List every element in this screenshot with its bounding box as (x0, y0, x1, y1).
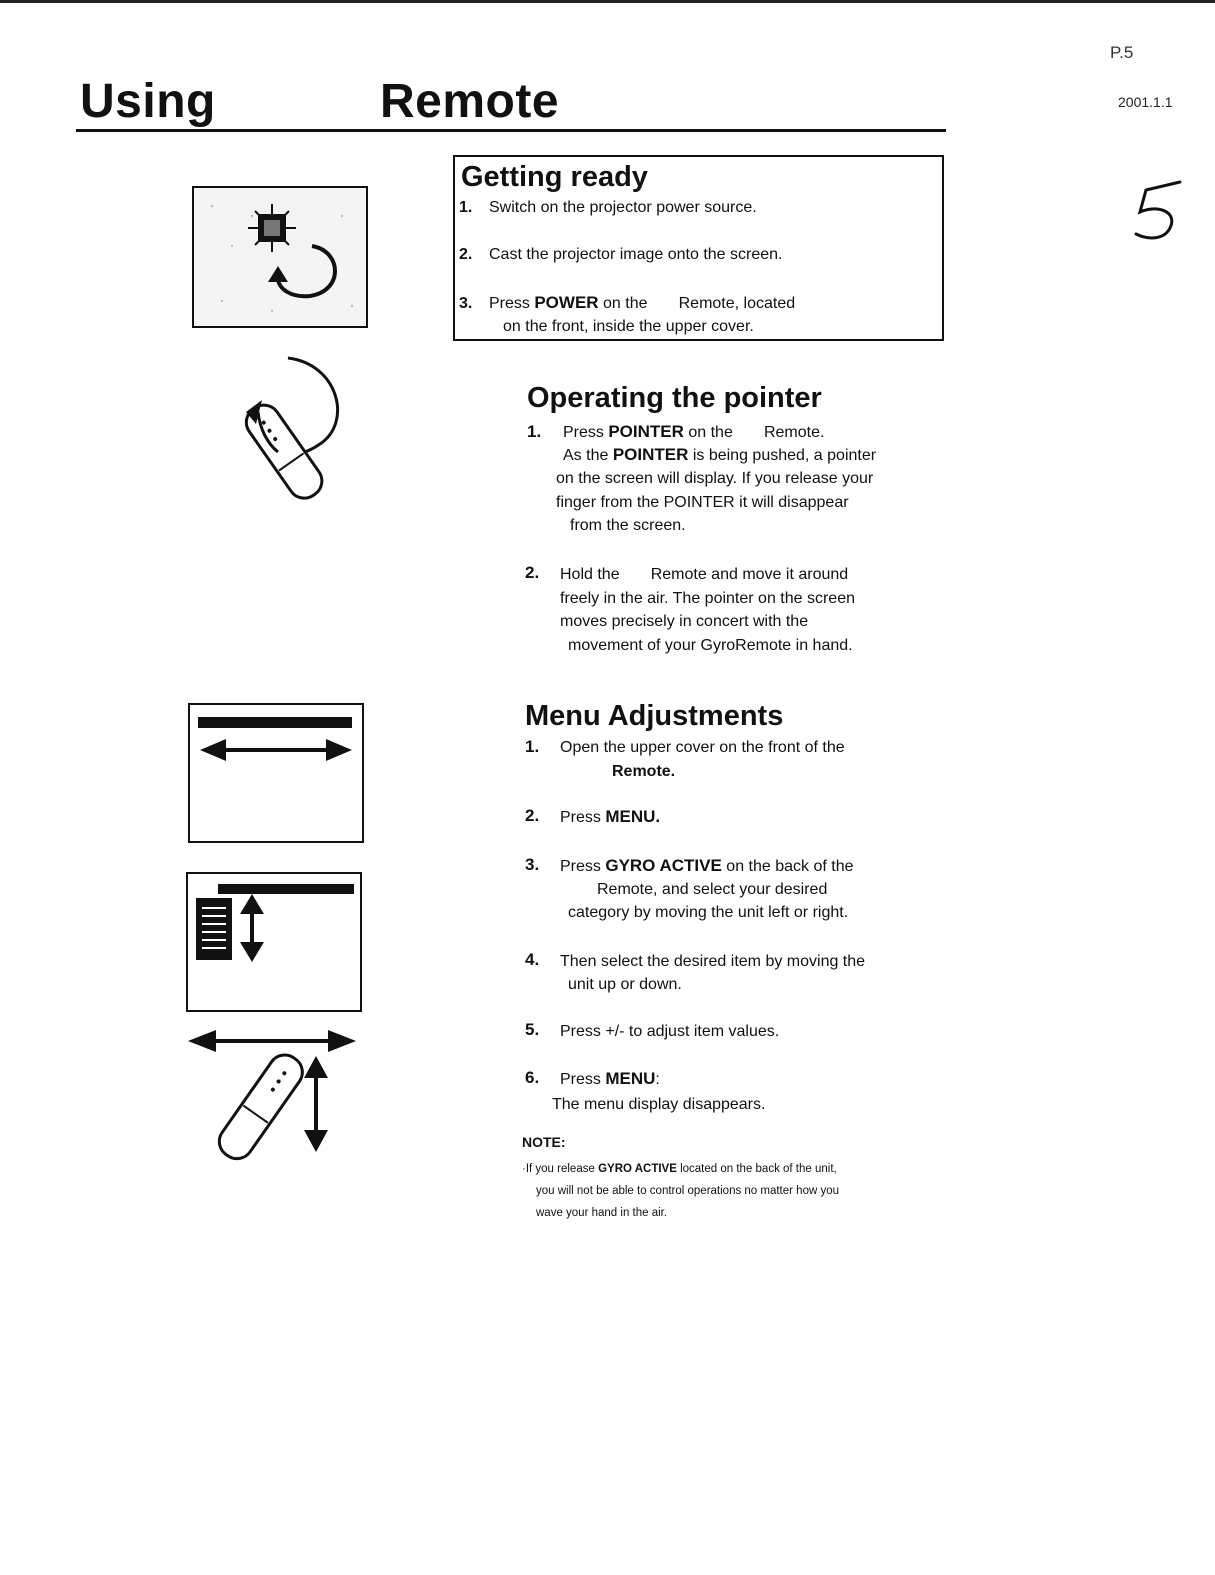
note-text (522, 1158, 1002, 1224)
pointer-step-2-number: 2. (525, 563, 540, 582)
note-text-part: located on the back of the unit, (676, 1163, 837, 1175)
title-left: Using (80, 75, 216, 128)
menu-step-3-line2: Remote, and select your desired (597, 881, 828, 898)
pointer-step-2-line2: freely in the air. The pointer on the screen (560, 590, 855, 607)
step-keyword: MENU. (605, 807, 661, 826)
ready-step-1 (459, 199, 757, 217)
note-title: NOTE: (522, 1134, 566, 1150)
ready-step-2 (459, 246, 783, 264)
note-line-2: you will not be able to control operations no matter how you (536, 1185, 840, 1197)
menu-step-3-number: 3. (525, 855, 540, 874)
menu-step-2-text (560, 805, 660, 830)
pointer-step-1-line1 (563, 420, 824, 445)
top-border (0, 0, 1215, 3)
operating-pointer-title: Operating the pointer (527, 382, 822, 414)
menu-step-6-number: 6. (525, 1068, 540, 1087)
pointer-step-1-number: 1. (527, 422, 542, 441)
menu-horizontal-icon (188, 703, 364, 843)
menu-step-5-line1: Press +/- to adjust item values. (560, 1023, 780, 1040)
step-keyword: GYRO ACTIVE (605, 856, 722, 875)
menu-adjustments-title: Menu Adjustments (525, 700, 784, 732)
screen-pointer-icon (192, 186, 368, 328)
step-text: on the back of the (721, 858, 854, 875)
step-keyword: MENU (605, 1069, 656, 1088)
menu-vertical-icon (186, 872, 362, 1012)
step-text: is being pushed, a pointer (688, 447, 877, 464)
handwritten-number (1118, 160, 1198, 250)
menu-step-4-line1: Then select the desired item by moving the (560, 953, 866, 970)
pointer-step-2-line1: Hold the Remote and move it around (560, 566, 849, 583)
note-line-3: wave your hand in the air. (536, 1207, 668, 1219)
title-rule (76, 129, 946, 132)
step-number: 3. (459, 295, 473, 312)
pointer-step-2-line3: moves precisely in concert with the (560, 613, 809, 630)
step-text: : (655, 1071, 660, 1088)
pointer-step-2-line4: movement of your GyroRemote in hand. (568, 637, 853, 654)
step-text: Switch on the projector power source. (489, 199, 757, 216)
step-keyword: POINTER (608, 422, 684, 441)
remote-arrows-icon (186, 1022, 362, 1168)
ready-step-3 (459, 293, 795, 313)
title-right: Remote (380, 75, 560, 128)
getting-ready-box (453, 155, 944, 341)
note-keyword: GYRO ACTIVE (598, 1163, 677, 1175)
pointer-step-1-line4: finger from the POINTER it will disappear (556, 494, 849, 511)
menu-step-2-number: 2. (525, 806, 540, 825)
note-line-1 (522, 1158, 1002, 1180)
step-keyword: POINTER (612, 445, 689, 464)
menu-step-1-number: 1. (525, 737, 540, 756)
menu-step-3-line3: category by moving the unit left or right. (568, 904, 849, 921)
step-text: Cast the projector image onto the screen. (489, 246, 783, 263)
menu-step-6-line2: The menu display disappears. (552, 1096, 766, 1113)
page-date: 2001.1.1 (1118, 94, 1173, 110)
step-text: Press (560, 809, 606, 826)
step-number: 2. (459, 246, 473, 263)
menu-step-4-line2: unit up or down. (568, 976, 682, 993)
step-text: Press (560, 858, 606, 875)
pointer-step-1-line2 (563, 443, 876, 468)
page-number: P.5 (1110, 43, 1134, 62)
step-text: Press (489, 295, 535, 312)
step-text: Press (563, 424, 609, 441)
step-keyword: POWER (534, 293, 599, 312)
menu-step-5-number: 5. (525, 1020, 540, 1039)
menu-step-6-line1 (560, 1067, 660, 1092)
note-text-part: ·If you release (522, 1163, 599, 1175)
step-text: Press (560, 1071, 606, 1088)
remote-rotate-icon (228, 352, 358, 502)
step-number: 1. (459, 199, 473, 216)
step-text: on the Remote. (683, 424, 825, 441)
menu-step-1-line2: Remote. (612, 763, 676, 780)
getting-ready-title: Getting ready (461, 161, 648, 193)
ready-step-3-line2: on the front, inside the upper cover. (503, 318, 754, 335)
menu-step-4-number: 4. (525, 950, 540, 969)
menu-step-3-line1 (560, 854, 854, 879)
step-text: As the (563, 447, 613, 464)
step-text: on the Remote, located (598, 295, 796, 312)
pointer-step-1-line3: on the screen will display. If you release your (556, 470, 874, 487)
pointer-step-1-line5: from the screen. (570, 517, 686, 534)
menu-step-1-line1: Open the upper cover on the front of the (560, 739, 845, 756)
